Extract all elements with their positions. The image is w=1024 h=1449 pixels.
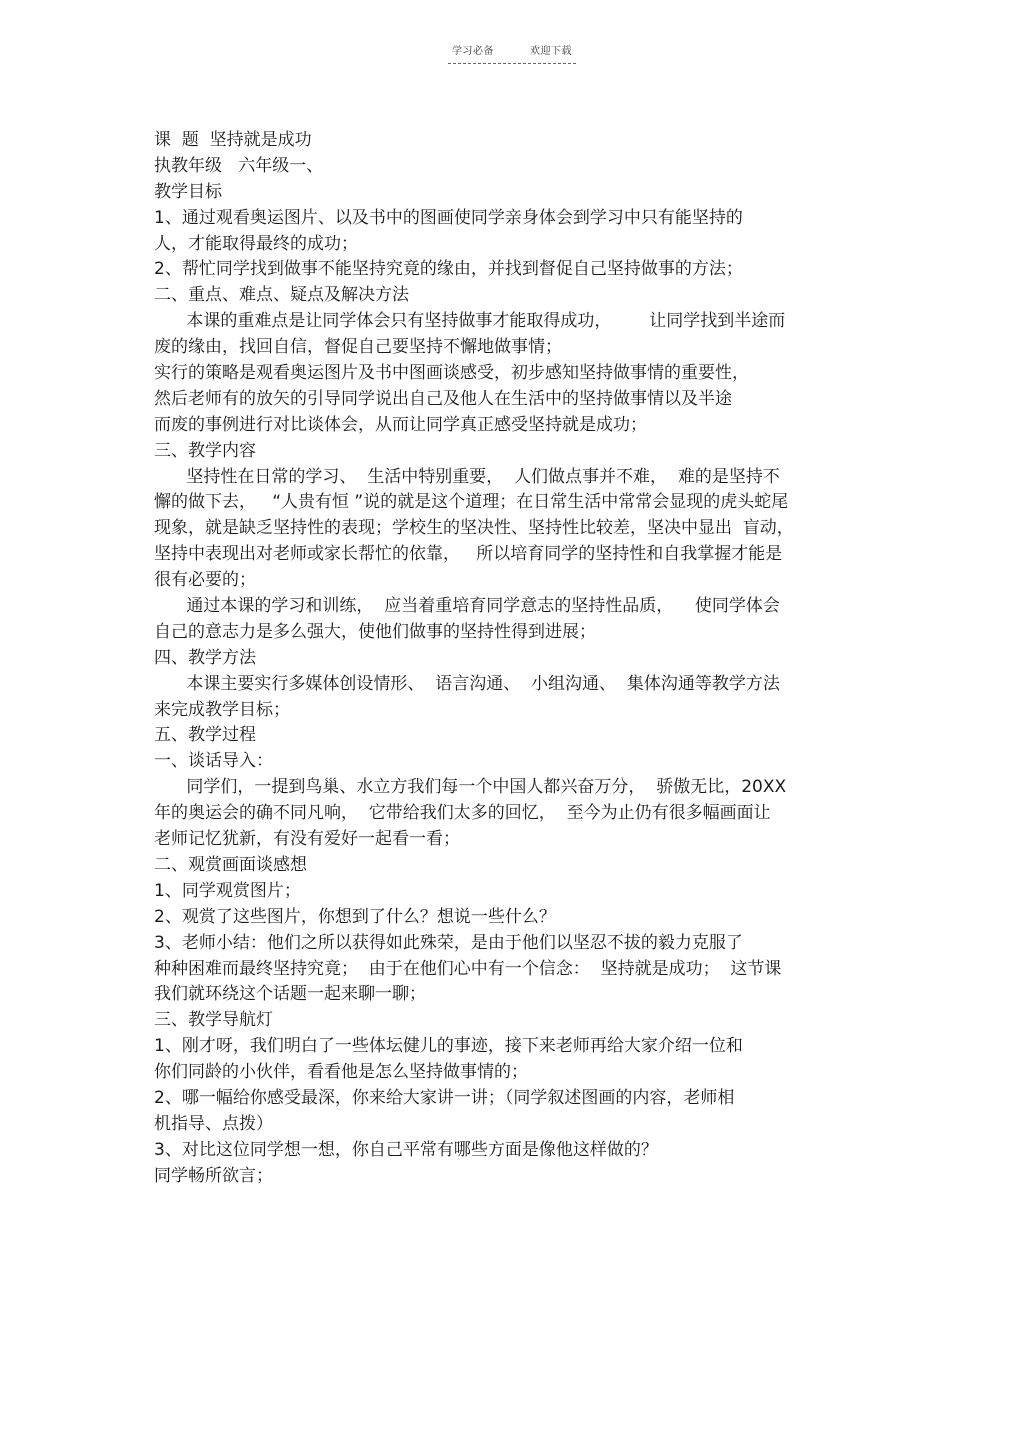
text-line: 课 题 坚持就是成功 bbox=[154, 130, 312, 150]
text-line: 2、观赏了这些图片，你想到了什么？想说一些什么？ bbox=[154, 906, 556, 927]
text-line: 坚持性在日常的学习、 生活中特别重要， 人们做点事并不难， 难的是坚持不 bbox=[154, 466, 780, 487]
text-line: 本课的重难点是让同学体会只有坚持做事才能取得成功， 让同学找到半途而 bbox=[154, 311, 786, 332]
text-line: 机指导、点拨） bbox=[154, 1113, 273, 1134]
text-line: 你们同龄的小伙伴，看看他是怎么坚持做事情的； bbox=[154, 1062, 528, 1083]
text-line: 我们就环绕这个话题一起来聊一聊； bbox=[154, 984, 426, 1005]
text-line: 懈的做下去， “人贵有恒 ”说的就是这个道理；在日常生活中常常会显现的虎头蛇尾 bbox=[154, 492, 789, 513]
text-line: 2、哪一幅给你感受最深，你来给大家讲一讲；（同学叙述图画的内容，老师相 bbox=[154, 1087, 735, 1108]
text-line: 1、刚才呀，我们明白了一些体坛健儿的事迹，接下来老师再给大家介绍一位和 bbox=[154, 1036, 743, 1057]
text-line: 实行的策略是观看奥运图片及书中图画谈感受，初步感知坚持做事情的重要性， bbox=[154, 363, 749, 384]
text-line: 同学畅所欲言； bbox=[154, 1165, 273, 1186]
text-line: 五、教学过程 bbox=[154, 725, 256, 746]
text-line: 1、通过观看奥运图片、以及书中的图画使同学亲身体会到学习中只有能坚持的 bbox=[154, 207, 743, 228]
text-line: 现象，就是缺乏坚持性的表现；学校生的坚决性、坚持性比较差，坚决中显出 盲动， bbox=[154, 518, 794, 539]
text-line: 同学们，一提到鸟巢、水立方我们每一个中国人都兴奋万分， 骄傲无比，20XX bbox=[154, 777, 787, 798]
text-line: 四、教学方法 bbox=[154, 647, 256, 668]
text-line: 来完成教学目标； bbox=[154, 699, 290, 720]
text-line: 一、谈话导入： bbox=[154, 751, 273, 772]
text-line: 种种困难而最终坚持究竟； 由于在他们心中有一个信念： 坚持就是成功； 这节课 bbox=[154, 958, 782, 979]
text-line: 二、观赏画面谈感想 bbox=[154, 854, 307, 875]
header-left-text: 学习必备 bbox=[452, 46, 494, 57]
text-line: 本课主要实行多媒体创设情形、 语言沟通、 小组沟通、 集体沟通等教学方法 bbox=[154, 673, 780, 694]
text-line: 二、重点、难点、疑点及解决方法 bbox=[154, 285, 409, 306]
text-line: 2、帮忙同学找到做事不能坚持究竟的缘由，并找到督促自己坚持做事的方法； bbox=[154, 259, 743, 280]
text-line: 老师记忆犹新，有没有爱好一起看一看； bbox=[154, 829, 460, 850]
text-line: 三、教学内容 bbox=[154, 440, 256, 461]
text-line: 坚持中表现出对老师或家长帮忙的依靠， 所以培育同学的坚持性和自我掌握才能是 bbox=[154, 544, 783, 565]
text-line: 三、教学导航灯 bbox=[154, 1010, 273, 1031]
text-line: 3、老师小结：他们之所以获得如此殊荣，是由于他们以坚忍不拔的毅力克服了 bbox=[154, 932, 743, 953]
text-line: 年的奥运会的确不同凡响， 它带给我们太多的回忆， 至今为止仍有很多幅画面让 bbox=[154, 803, 771, 824]
header-right-text: 欢迎下载 bbox=[530, 46, 572, 57]
text-line: 自己的意志力是多么强大，使他们做事的坚持性得到进展； bbox=[154, 621, 596, 642]
page-header bbox=[448, 42, 576, 64]
text-line: 很有必要的； bbox=[154, 570, 256, 591]
header-row bbox=[448, 42, 576, 57]
header-divider bbox=[448, 63, 576, 64]
document-body bbox=[154, 128, 874, 1190]
text-line: 3、对比这位同学想一想，你自己平常有哪些方面是像他这样做的？ bbox=[154, 1139, 658, 1160]
text-line: 废的缘由，找回自信，督促自己要坚持不懈地做事情； bbox=[154, 337, 562, 358]
text-line: 1、同学观赏图片； bbox=[154, 880, 301, 901]
text-line: 教学目标 bbox=[154, 181, 222, 202]
text-line: 通过本课的学习和训练， 应当着重培育同学意志的坚持性品质， 使同学体会 bbox=[154, 596, 780, 617]
text-line: 执教年级 六年级一、 bbox=[154, 155, 324, 176]
text-line: 然后老师有的放矢的引导同学说出自己及他人在生活中的坚持做事情以及半途 bbox=[154, 388, 732, 409]
text-line: 而废的事例进行对比谈体会，从而让同学真正感受坚持就是成功； bbox=[154, 414, 647, 435]
text-line: 人，才能取得最终的成功； bbox=[154, 233, 358, 254]
